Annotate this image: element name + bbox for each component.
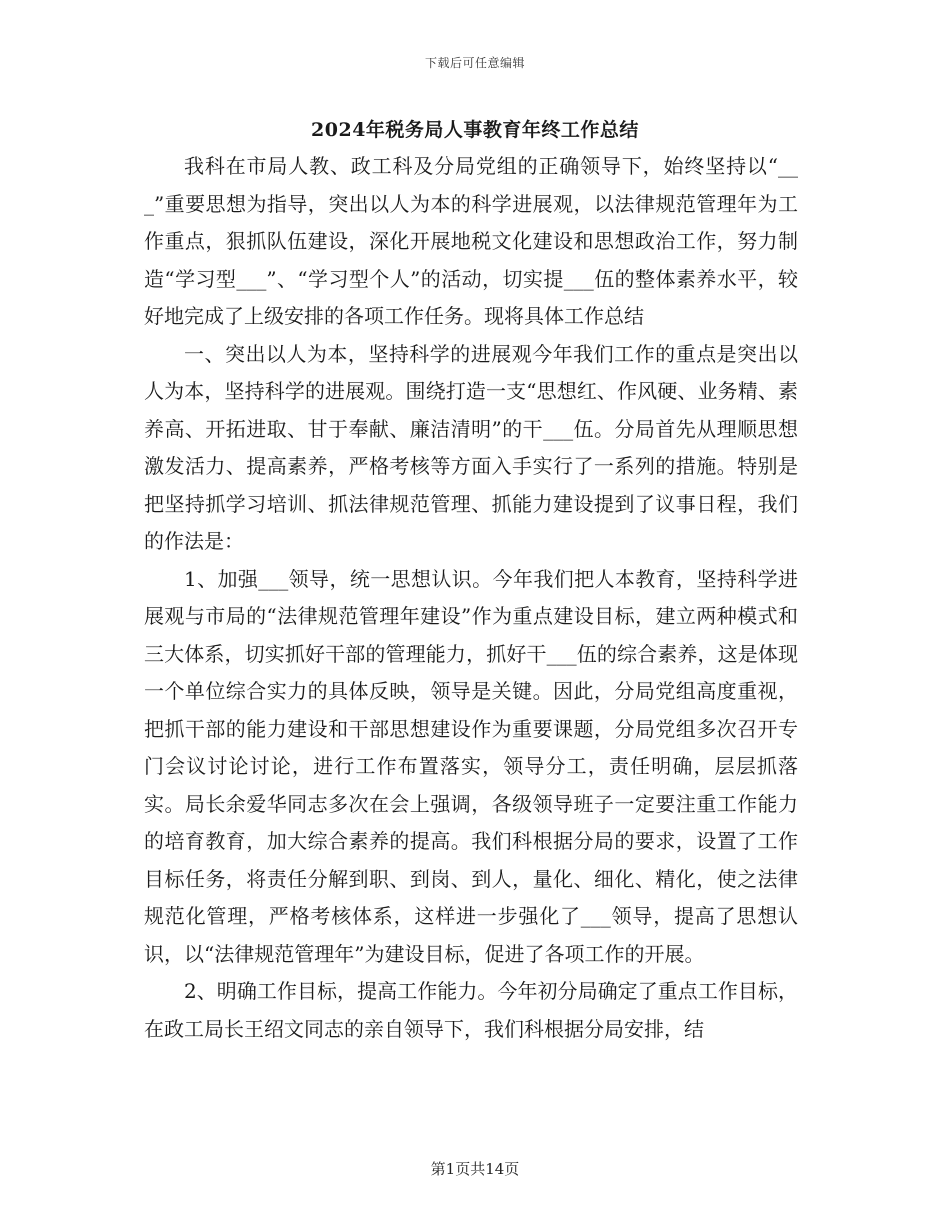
document-body — [144, 148, 798, 1048]
paragraph-section-1: 一、突出以人为本，坚持科学的进展观今年我们工作的重点是突出以人为本，坚持科学的进展观。围绕打造一支“思想红、作风硬、业务精、素养高、开拓进取、甘于奉献、廉洁清明”的干___伍。分局首先从理顺思想激发活力、提高素养，严格考核等方面入手实行了一系列的措施。特别是把坚持抓学习培训、抓法律规范管理、抓能力建设提到了议事日程，我们的作法是： — [144, 341, 798, 553]
paragraph-intro: 我科在市局人教、政工科及分局党组的正确领导下，始终坚持以“___”重要思想为指导，突出以人为本的科学进展观，以法律规范管理年为工作重点，狠抓队伍建设，深化开展地税文化建设和思想政治工作，努力制造“学习型___”、“学习型个人”的活动，切实提___伍的整体素养水平，较好地完成了上级安排的各项工作任务。现将具体工作总结 — [144, 154, 798, 328]
paragraph-item-2: 2、明确工作目标，提高工作能力。今年初分局确定了重点工作目标，在政工局长王绍文同志的亲自领导下，我们科根据分局安排，结 — [144, 979, 798, 1041]
paragraph-item-1: 1、加强___领导，统一思想认识。今年我们把人本教育，坚持科学进展观与市局的“法律规范管理年建设”作为重点建设目标，建立两种模式和三大体系，切实抓好干部的管理能力，抓好干___伍的综合素养，这是体现一个单位综合实力的具体反映，领导是关键。因此，分局党组高度重视，把抓干部的能力建设和干部思想建设作为重要课题，分局党组多次召开专门会议讨论讨论，进行工作布置落实，领导分工，责任明确，层层抓落实。局长余爱华同志多次在会上强调，各级领导班子一定要注重工作能力的培育教育，加大综合素养的提高。我们科根据分局的要求，设置了工作目标任务，将责任分解到职、到岗、到人，量化、细化、精化，使之法律规范化管理，严格考核体系，这样进一步强化了___领导，提高了思想认识，以“法律规范管理年”为建设目标，促进了各项工作的开展。 — [144, 566, 798, 966]
page-header: 下载后可任意编辑 — [424, 56, 525, 70]
document-title: 2024年税务局人事教育年终工作总结 — [311, 119, 639, 141]
page-number: 第1页共14页 — [430, 1160, 520, 1178]
